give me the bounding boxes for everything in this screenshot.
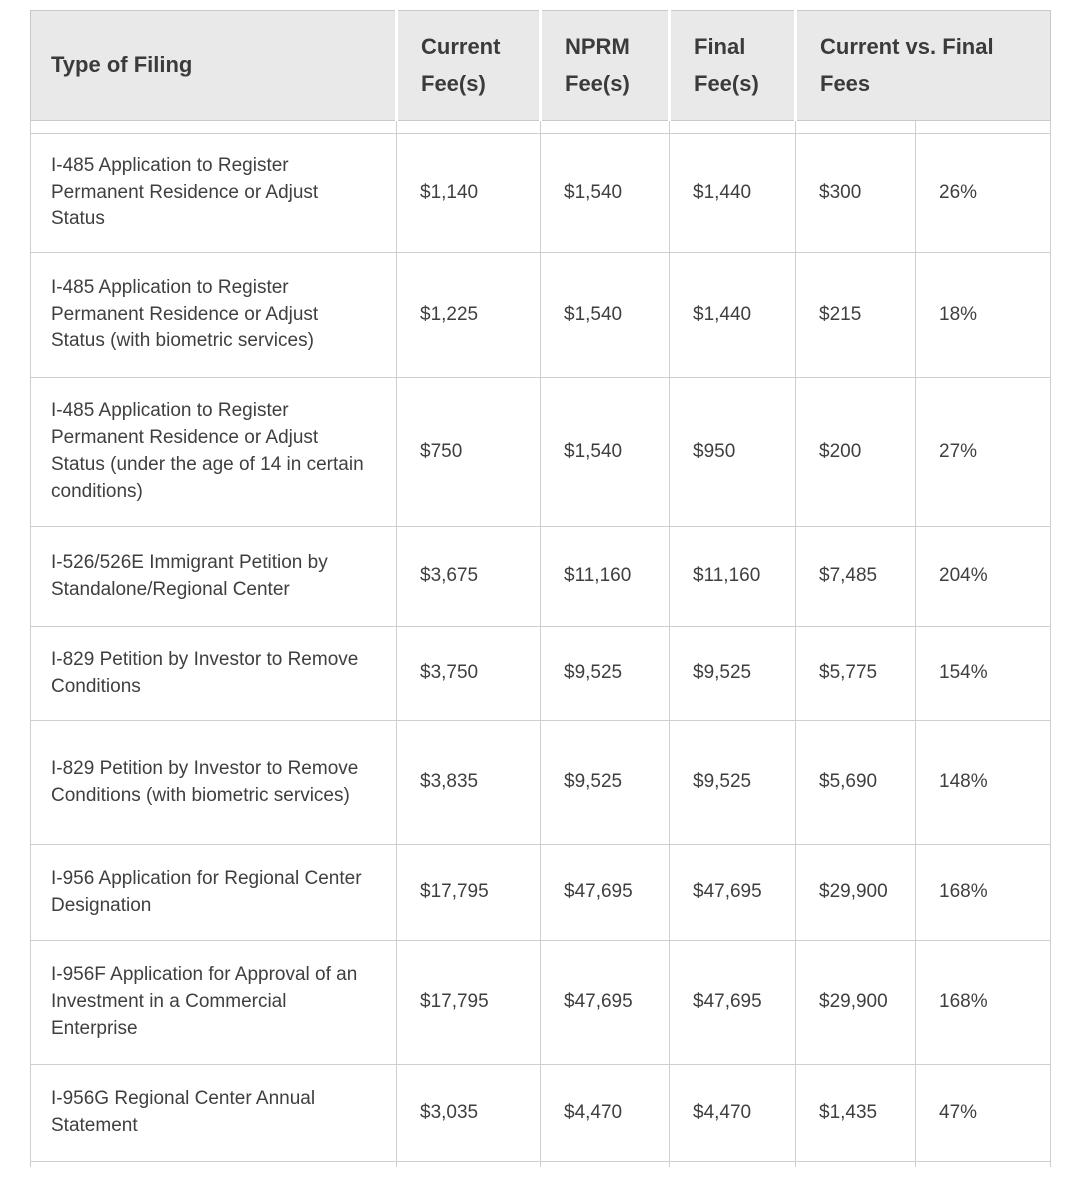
table-row	[31, 527, 1051, 627]
final-fee-cell: $47,695	[670, 941, 796, 1065]
diff-percent-cell: 18%	[916, 253, 1051, 378]
diff-amount-cell: $29,900	[796, 941, 916, 1065]
current-fee-cell: $3,675	[397, 527, 541, 627]
nprm-fee-cell: $1,540	[541, 378, 670, 527]
nprm-fee-cell: $4,470	[541, 1065, 670, 1162]
cropped-cell	[397, 121, 541, 134]
table-row	[31, 627, 1051, 721]
final-fee-cell: $950	[670, 378, 796, 527]
final-fee-cell: $1,440	[670, 253, 796, 378]
diff-percent-cell: 27%	[916, 378, 1051, 527]
fee-table	[30, 10, 1051, 1167]
diff-amount-cell: $5,775	[796, 627, 916, 721]
cropped-cell	[796, 1162, 916, 1167]
diff-amount-cell: $7,485	[796, 527, 916, 627]
column-header-nprm-fee: NPRM Fee(s)	[541, 11, 670, 121]
filing-type-cell: I-485 Application to Register Permanent Residence or Adjust Status (with biometric services)	[31, 253, 397, 378]
column-header-current-fee: Current Fee(s)	[397, 11, 541, 121]
filing-type-cell: I-956F Application for Approval of an Investment in a Commercial Enterprise	[31, 941, 397, 1065]
filing-type-cell: I-829 Petition by Investor to Remove Conditions	[31, 627, 397, 721]
header-row	[31, 11, 1051, 121]
final-fee-cell: $47,695	[670, 845, 796, 941]
diff-amount-cell: $5,690	[796, 721, 916, 845]
filing-type-cell: I-526/526E Immigrant Petition by Standalone/Regional Center	[31, 527, 397, 627]
table-row	[31, 1065, 1051, 1162]
diff-percent-cell: 204%	[916, 527, 1051, 627]
diff-amount-cell: $215	[796, 253, 916, 378]
diff-percent-cell: 47%	[916, 1065, 1051, 1162]
column-header-type-of-filing: Type of Filing	[31, 11, 397, 121]
final-fee-cell: $11,160	[670, 527, 796, 627]
cropped-row-top	[31, 121, 1051, 134]
cropped-cell	[541, 1162, 670, 1167]
nprm-fee-cell: $47,695	[541, 845, 670, 941]
diff-percent-cell: 154%	[916, 627, 1051, 721]
cropped-cell	[796, 121, 916, 134]
nprm-fee-cell: $9,525	[541, 627, 670, 721]
current-fee-cell: $750	[397, 378, 541, 527]
table-row	[31, 134, 1051, 253]
cropped-cell	[916, 121, 1051, 134]
table-row	[31, 253, 1051, 378]
current-fee-cell: $17,795	[397, 941, 541, 1065]
nprm-fee-cell: $47,695	[541, 941, 670, 1065]
diff-amount-cell: $300	[796, 134, 916, 253]
diff-amount-cell: $1,435	[796, 1065, 916, 1162]
cropped-row-bottom	[31, 1162, 1051, 1167]
current-fee-cell: $1,140	[397, 134, 541, 253]
nprm-fee-cell: $9,525	[541, 721, 670, 845]
filing-type-cell: I-956G Regional Center Annual Statement	[31, 1065, 397, 1162]
cropped-cell	[397, 1162, 541, 1167]
cropped-cell	[670, 1162, 796, 1167]
table-row	[31, 845, 1051, 941]
current-fee-cell: $1,225	[397, 253, 541, 378]
cropped-cell	[670, 121, 796, 134]
diff-percent-cell: 168%	[916, 941, 1051, 1065]
column-header-current-vs-final-fees: Current vs. Final Fees	[796, 11, 1051, 121]
filing-type-cell: I-829 Petition by Investor to Remove Conditions (with biometric services)	[31, 721, 397, 845]
diff-percent-cell: 148%	[916, 721, 1051, 845]
table-row	[31, 941, 1051, 1065]
current-fee-cell: $3,035	[397, 1065, 541, 1162]
diff-amount-cell: $29,900	[796, 845, 916, 941]
diff-amount-cell: $200	[796, 378, 916, 527]
diff-percent-cell: 26%	[916, 134, 1051, 253]
current-fee-cell: $3,835	[397, 721, 541, 845]
diff-percent-cell: 168%	[916, 845, 1051, 941]
filing-type-cell: I-956 Application for Regional Center Designation	[31, 845, 397, 941]
cropped-cell	[916, 1162, 1051, 1167]
final-fee-cell: $9,525	[670, 627, 796, 721]
filing-type-cell: I-485 Application to Register Permanent Residence or Adjust Status (under the age of 14 in certain conditions)	[31, 378, 397, 527]
final-fee-cell: $4,470	[670, 1065, 796, 1162]
nprm-fee-cell: $1,540	[541, 134, 670, 253]
cropped-cell	[541, 121, 670, 134]
table-row	[31, 721, 1051, 845]
cropped-cell	[31, 121, 397, 134]
current-fee-cell: $17,795	[397, 845, 541, 941]
table-row	[31, 378, 1051, 527]
column-header-final-fee: Final Fee(s)	[670, 11, 796, 121]
nprm-fee-cell: $1,540	[541, 253, 670, 378]
current-fee-cell: $3,750	[397, 627, 541, 721]
nprm-fee-cell: $11,160	[541, 527, 670, 627]
cropped-cell	[31, 1162, 397, 1167]
final-fee-cell: $1,440	[670, 134, 796, 253]
final-fee-cell: $9,525	[670, 721, 796, 845]
filing-type-cell: I-485 Application to Register Permanent Residence or Adjust Status	[31, 134, 397, 253]
